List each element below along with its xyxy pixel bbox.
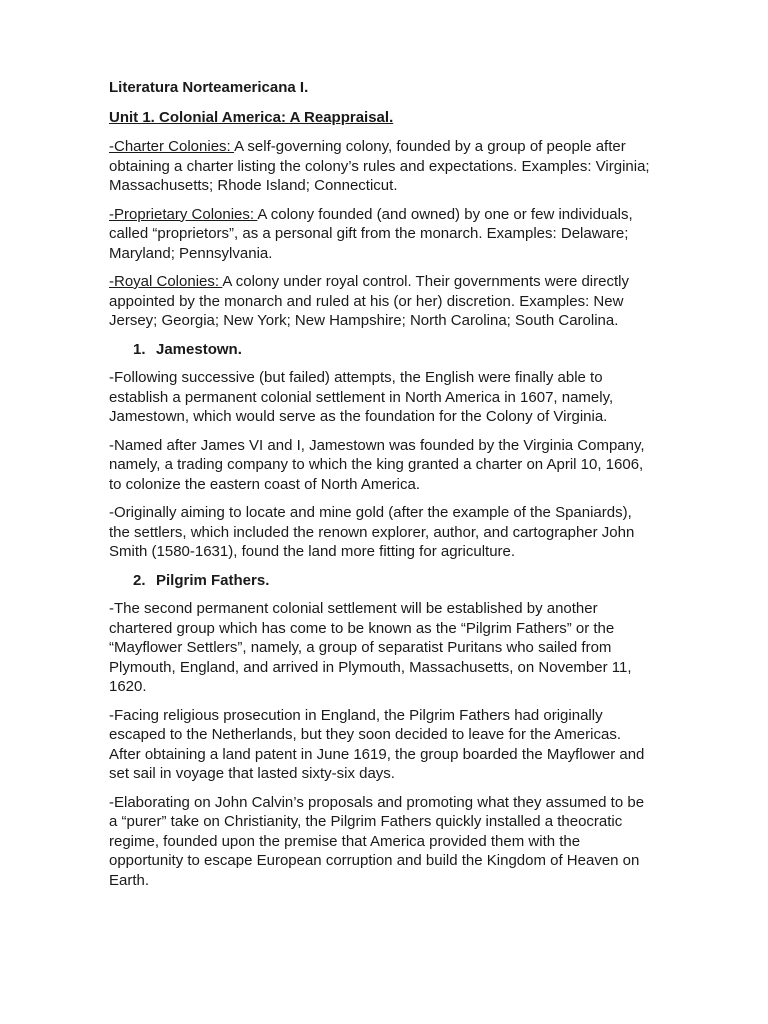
definition-proprietary-colonies [109, 205, 654, 264]
definition-text: A colony founded (and owned) by one or few individuals, called “proprietors”, as a personal gift from the monarch. Examples: Delaware; Maryland; Pennsylvania. [109, 205, 633, 262]
section-number: 2. [133, 571, 146, 589]
paragraph: -Facing religious prosecution in England, the Pilgrim Fathers had originally escaped to the Netherlands, but they soon decided to leave for the Americas. After obtaining a land patent in June 1619, the group boarded the Mayflower and set sail in voyage that lasted sixty-six days. [109, 706, 645, 782]
document-page [109, 78, 654, 899]
definition-royal-colonies [109, 272, 654, 331]
document-title: Literatura Norteamericana I. [109, 79, 309, 96]
section-heading-jamestown [109, 340, 654, 360]
paragraph: -Elaborating on John Calvin’s proposals and promoting what they assumed to be a “purer” take on Christianity, the Pilgrim Fathers quickly installed a theocratic regime, founded upon the premise that America provided them with the opportunity to escape European corruption and build the Kingdom of Heaven on Earth. [109, 793, 645, 889]
definition-term: -Royal Colonies: [109, 273, 223, 290]
unit-title: Unit 1. Colonial America: A Reappraisal. [109, 108, 394, 126]
paragraph: -Named after James VI and I, Jamestown was founded by the Virginia Company, namely, a trading company to which the king granted a charter on April 10, 1606, to colonize the eastern coast of North America. [109, 436, 645, 493]
definition-term: -Charter Colonies: [109, 138, 235, 155]
definition-text: A colony under royal control. Their governments were directly appointed by the monarch and ruled at his (or her) discretion. Examples: New Jersey; Georgia; New York; New Hampshire; North Carolina; South Carolina. [109, 273, 629, 329]
definition-term: -Proprietary Colonies: [109, 205, 258, 223]
definition-charter-colonies [109, 137, 654, 196]
section-heading-text: Pilgrim Fathers. [156, 571, 270, 589]
paragraph: -Following successive (but failed) attempts, the English were finally able to establish a permanent colonial settlement in North America in 1607, namely, Jamestown, which would serve as the foundation for the Colony of Virginia. [109, 369, 614, 425]
paragraph: -Originally aiming to locate and mine gold (after the example of the Spaniards), the settlers, which included the renown explorer, author, and cartographer John Smith (1580-1631), found the land more fitting for agriculture. [109, 504, 635, 560]
section-number: 1. [133, 340, 146, 358]
definition-text: A self-governing colony, founded by a group of people after obtaining a charter listing the colony’s rules and expectations. Examples: Virginia; Massachusetts; Rhode Island; Connecticut. [109, 138, 650, 194]
paragraph: -The second permanent colonial settlement will be established by another chartered group which has come to be known as the “Pilgrim Fathers” or the “Mayflower Settlers”, namely, a group of separatist Puritans who sailed from Plymouth, England, and arrived in Plymouth, Massachusetts, on November 11, 1620. [109, 600, 632, 695]
section-heading-pilgrim-fathers [109, 571, 654, 591]
section-heading-text: Jamestown. [156, 340, 242, 358]
